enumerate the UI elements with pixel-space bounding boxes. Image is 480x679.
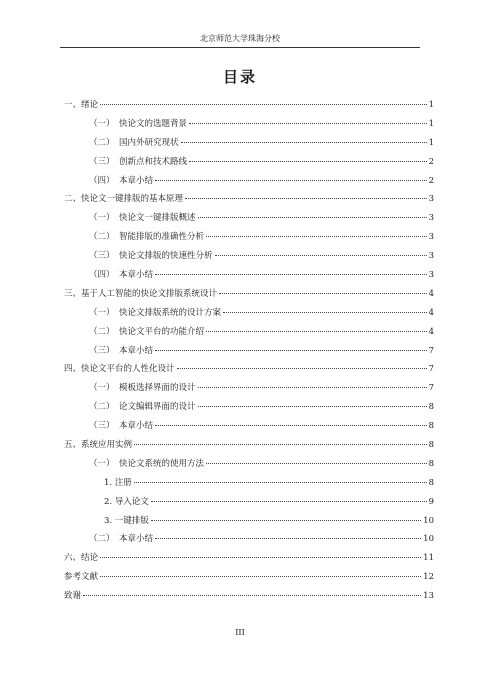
- toc-entry-title: 一、绪论: [64, 100, 99, 110]
- toc-page-number: 3: [428, 270, 434, 281]
- toc-entry-title: 本章小结: [119, 534, 154, 545]
- toc-entry-number: （三）: [89, 421, 115, 432]
- toc-entry-title: 智能排版的准确性分析: [119, 232, 205, 243]
- dot-leader: [189, 122, 427, 124]
- dot-leader: [151, 500, 427, 502]
- toc-entry[interactable]: [64, 398, 434, 417]
- toc-entry-number: （三）: [89, 251, 115, 262]
- toc-entry-title: 快论文一键排版概述: [119, 213, 196, 224]
- dot-leader: [155, 273, 427, 275]
- toc-entry[interactable]: [64, 474, 434, 493]
- toc-entry-number: （二）: [89, 402, 115, 413]
- toc-page-number: 8: [428, 421, 434, 432]
- dot-leader: [134, 481, 427, 483]
- toc-entry-title: 参考文献: [64, 572, 99, 583]
- toc-entry[interactable]: [64, 379, 434, 398]
- toc-entry[interactable]: [64, 228, 434, 247]
- toc-entry-title: 国内外研究现状: [119, 137, 179, 148]
- toc-entry-number: （二）: [89, 326, 115, 337]
- toc-entry-number: （一）: [89, 213, 115, 224]
- toc-entry-title: 3. 一键排版: [104, 515, 149, 526]
- toc-entry[interactable]: [64, 304, 434, 323]
- toc-page-number: 2: [428, 175, 434, 186]
- toc-entry-title: 快论文的选题背景: [119, 118, 188, 129]
- toc-entry[interactable]: [64, 285, 434, 304]
- dot-leader: [198, 405, 427, 407]
- toc-page-number: 11: [423, 553, 434, 564]
- toc-entry[interactable]: [64, 266, 434, 285]
- toc-entry-title: 六、结论: [64, 553, 99, 564]
- toc-entry[interactable]: [64, 436, 434, 455]
- toc-page-number: 7: [428, 383, 434, 394]
- toc-entry-title: 论文编辑界面的设计: [119, 402, 196, 413]
- toc-page-number: 7: [428, 345, 434, 356]
- toc-entry[interactable]: [64, 360, 434, 379]
- dot-leader: [181, 141, 427, 143]
- toc-page-number: 10: [423, 515, 434, 526]
- toc-entry-title: 二、快论文一键排版的基本原理: [64, 194, 184, 205]
- toc-page-number: 8: [428, 477, 434, 488]
- dot-leader: [100, 103, 427, 105]
- toc-page-number: 13: [423, 591, 434, 602]
- dot-leader: [100, 556, 421, 558]
- toc-entry[interactable]: [64, 153, 434, 172]
- toc-page-number: 10: [423, 534, 434, 545]
- toc-page-number: 9: [428, 496, 434, 507]
- dot-leader: [219, 292, 427, 294]
- toc-page-number: 8: [428, 402, 434, 413]
- toc-entry[interactable]: [64, 96, 434, 115]
- toc-entry-title: 五、系统应用实例: [64, 440, 133, 451]
- toc-entry[interactable]: [64, 115, 434, 134]
- dot-leader: [83, 594, 421, 596]
- dot-leader: [155, 537, 421, 539]
- toc-entry-number: （二）: [89, 534, 115, 545]
- dot-leader: [134, 443, 427, 445]
- toc-entry-number: （一）: [89, 383, 115, 394]
- toc-entry[interactable]: [64, 134, 434, 153]
- toc-entry-number: （二）: [89, 137, 115, 148]
- toc-entry-title: 创新点和技术路线: [119, 156, 188, 167]
- toc-entry-title: 本章小结: [119, 345, 154, 356]
- toc-entry-title: 快论文排版的快速性分析: [119, 251, 213, 262]
- dot-leader: [155, 424, 427, 426]
- toc-page-number: 1: [428, 137, 434, 148]
- toc-entry[interactable]: [64, 530, 434, 549]
- toc-entry[interactable]: [64, 342, 434, 361]
- running-header: 北京师范大学珠海分校: [60, 34, 420, 48]
- toc-entry-title: 1. 注册: [104, 477, 132, 488]
- toc-entry[interactable]: [64, 247, 434, 266]
- dot-leader: [100, 575, 421, 577]
- toc-page-number: 3: [428, 251, 434, 262]
- toc-entry-title: 四、快论文平台的人性化设计: [64, 364, 175, 375]
- dot-leader: [215, 254, 427, 256]
- dot-leader: [206, 235, 427, 237]
- toc-entry-title: 致谢: [64, 591, 82, 602]
- toc-page-number: 4: [428, 326, 434, 337]
- toc-entry-title: 三、基于人工智能的快论文排版系统设计: [64, 288, 218, 299]
- dot-leader: [151, 519, 421, 521]
- toc-entry-number: （三）: [89, 345, 115, 356]
- toc-entry[interactable]: [64, 172, 434, 191]
- toc-entry-number: （四）: [89, 270, 115, 281]
- toc-page-number: 1: [428, 118, 434, 129]
- page-title: 目录: [222, 68, 257, 86]
- toc-entry-title: 快论文系统的使用方法: [119, 458, 205, 469]
- toc-entry-title: 快论文排版系统的设计方案: [119, 307, 222, 318]
- table-of-contents: [64, 96, 434, 606]
- toc-entry[interactable]: [64, 549, 434, 568]
- toc-page-number: 3: [428, 232, 434, 243]
- toc-entry-title: 本章小结: [119, 270, 154, 281]
- dot-leader: [206, 462, 427, 464]
- toc-entry[interactable]: [64, 568, 434, 587]
- toc-page-number: 4: [428, 288, 434, 299]
- toc-page-number: 8: [428, 440, 434, 451]
- dot-leader: [198, 216, 427, 218]
- dot-leader: [155, 349, 427, 351]
- toc-entry-title: 快论文平台的功能介绍: [119, 326, 205, 337]
- toc-entry-number: （一）: [89, 118, 115, 129]
- toc-entry[interactable]: [64, 587, 434, 606]
- toc-page-number: 1: [428, 100, 434, 110]
- dot-leader: [223, 311, 427, 313]
- toc-page-number: 3: [428, 213, 434, 224]
- toc-page-number: 4: [428, 307, 434, 318]
- page-number-footer: III: [235, 628, 245, 637]
- toc-entry-number: （一）: [89, 458, 115, 469]
- toc-entry[interactable]: [64, 323, 434, 342]
- toc-page-number: 3: [428, 194, 434, 205]
- toc-entry[interactable]: [64, 417, 434, 436]
- toc-page-number: 7: [428, 364, 434, 375]
- toc-page-number: 12: [423, 572, 434, 583]
- toc-entry-title: 2. 导入论文: [104, 496, 149, 507]
- toc-entry[interactable]: [64, 512, 434, 531]
- toc-page-number: 8: [428, 458, 434, 469]
- dot-leader: [155, 179, 427, 181]
- toc-entry-number: （三）: [89, 156, 115, 167]
- toc-entry-number: （一）: [89, 307, 115, 318]
- toc-entry-number: （二）: [89, 232, 115, 243]
- toc-entry[interactable]: [64, 190, 434, 209]
- dot-leader: [198, 386, 427, 388]
- toc-entry[interactable]: [64, 455, 434, 474]
- toc-entry-title: 本章小结: [119, 421, 154, 432]
- dot-leader: [206, 330, 427, 332]
- dot-leader: [185, 197, 427, 199]
- toc-page-number: 2: [428, 156, 434, 167]
- dot-leader: [177, 367, 427, 369]
- dot-leader: [189, 160, 427, 162]
- toc-entry-number: （四）: [89, 175, 115, 186]
- toc-entry-title: 模板选择界面的设计: [119, 383, 196, 394]
- toc-entry-title: 本章小结: [119, 175, 154, 186]
- toc-entry[interactable]: [64, 209, 434, 228]
- toc-entry[interactable]: [64, 493, 434, 512]
